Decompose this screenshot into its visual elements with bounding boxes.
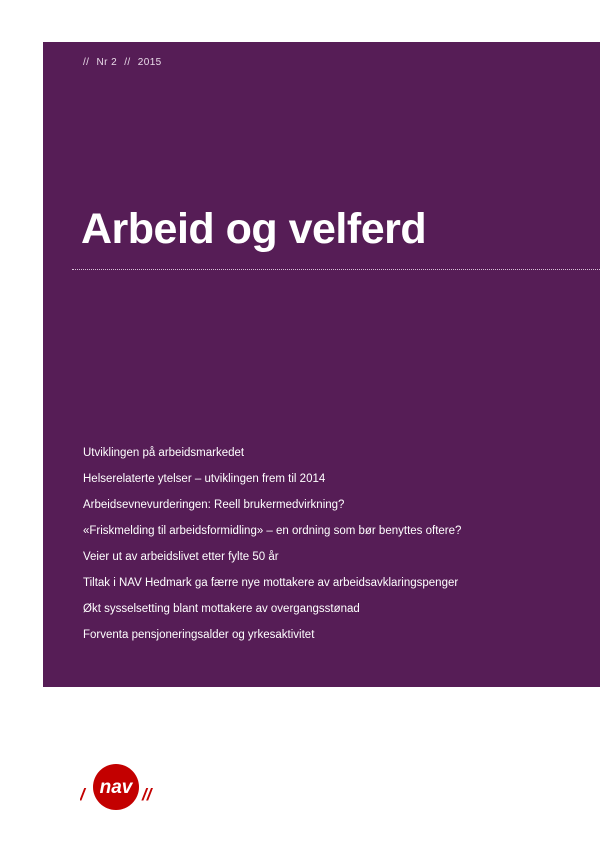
nav-logo — [80, 763, 170, 811]
toc-item: Tiltak i NAV Hedmark ga færre nye mottakere av arbeidsavklaringspenger — [83, 577, 459, 589]
toc-item: «Friskmelding til arbeidsformidling» – en ordning som bør benyttes oftere? — [83, 525, 462, 537]
issue-line — [83, 57, 166, 68]
issue-slashes: // — [124, 57, 131, 68]
issue-number: Nr 2 — [96, 57, 118, 68]
issue-year: 2015 — [137, 57, 162, 68]
toc-item: Økt sysselsetting blant mottakere av overgangsstønad — [83, 603, 360, 615]
dotted-divider — [72, 269, 600, 270]
toc-item: Arbeidsevnevurderingen: Reell brukermedvirkning? — [83, 499, 345, 511]
toc-item: Utviklingen på arbeidsmarkedet — [83, 447, 245, 459]
table-of-contents — [83, 445, 593, 653]
toc-item: Veier ut av arbeidslivet etter fylte 50 år — [83, 551, 279, 563]
toc-item: Helserelaterte ytelser – utviklingen frem til 2014 — [83, 473, 326, 485]
toc-item: Forventa pensjoneringsalder og yrkesaktivitet — [83, 629, 315, 641]
journal-title: Arbeid og velferd — [81, 205, 427, 253]
logo-text: nav — [99, 777, 133, 798]
logo-slash-right: // — [142, 785, 152, 804]
logo-slash-left: / — [80, 785, 85, 804]
cover-panel — [43, 42, 600, 687]
issue-slashes: // — [83, 57, 90, 68]
